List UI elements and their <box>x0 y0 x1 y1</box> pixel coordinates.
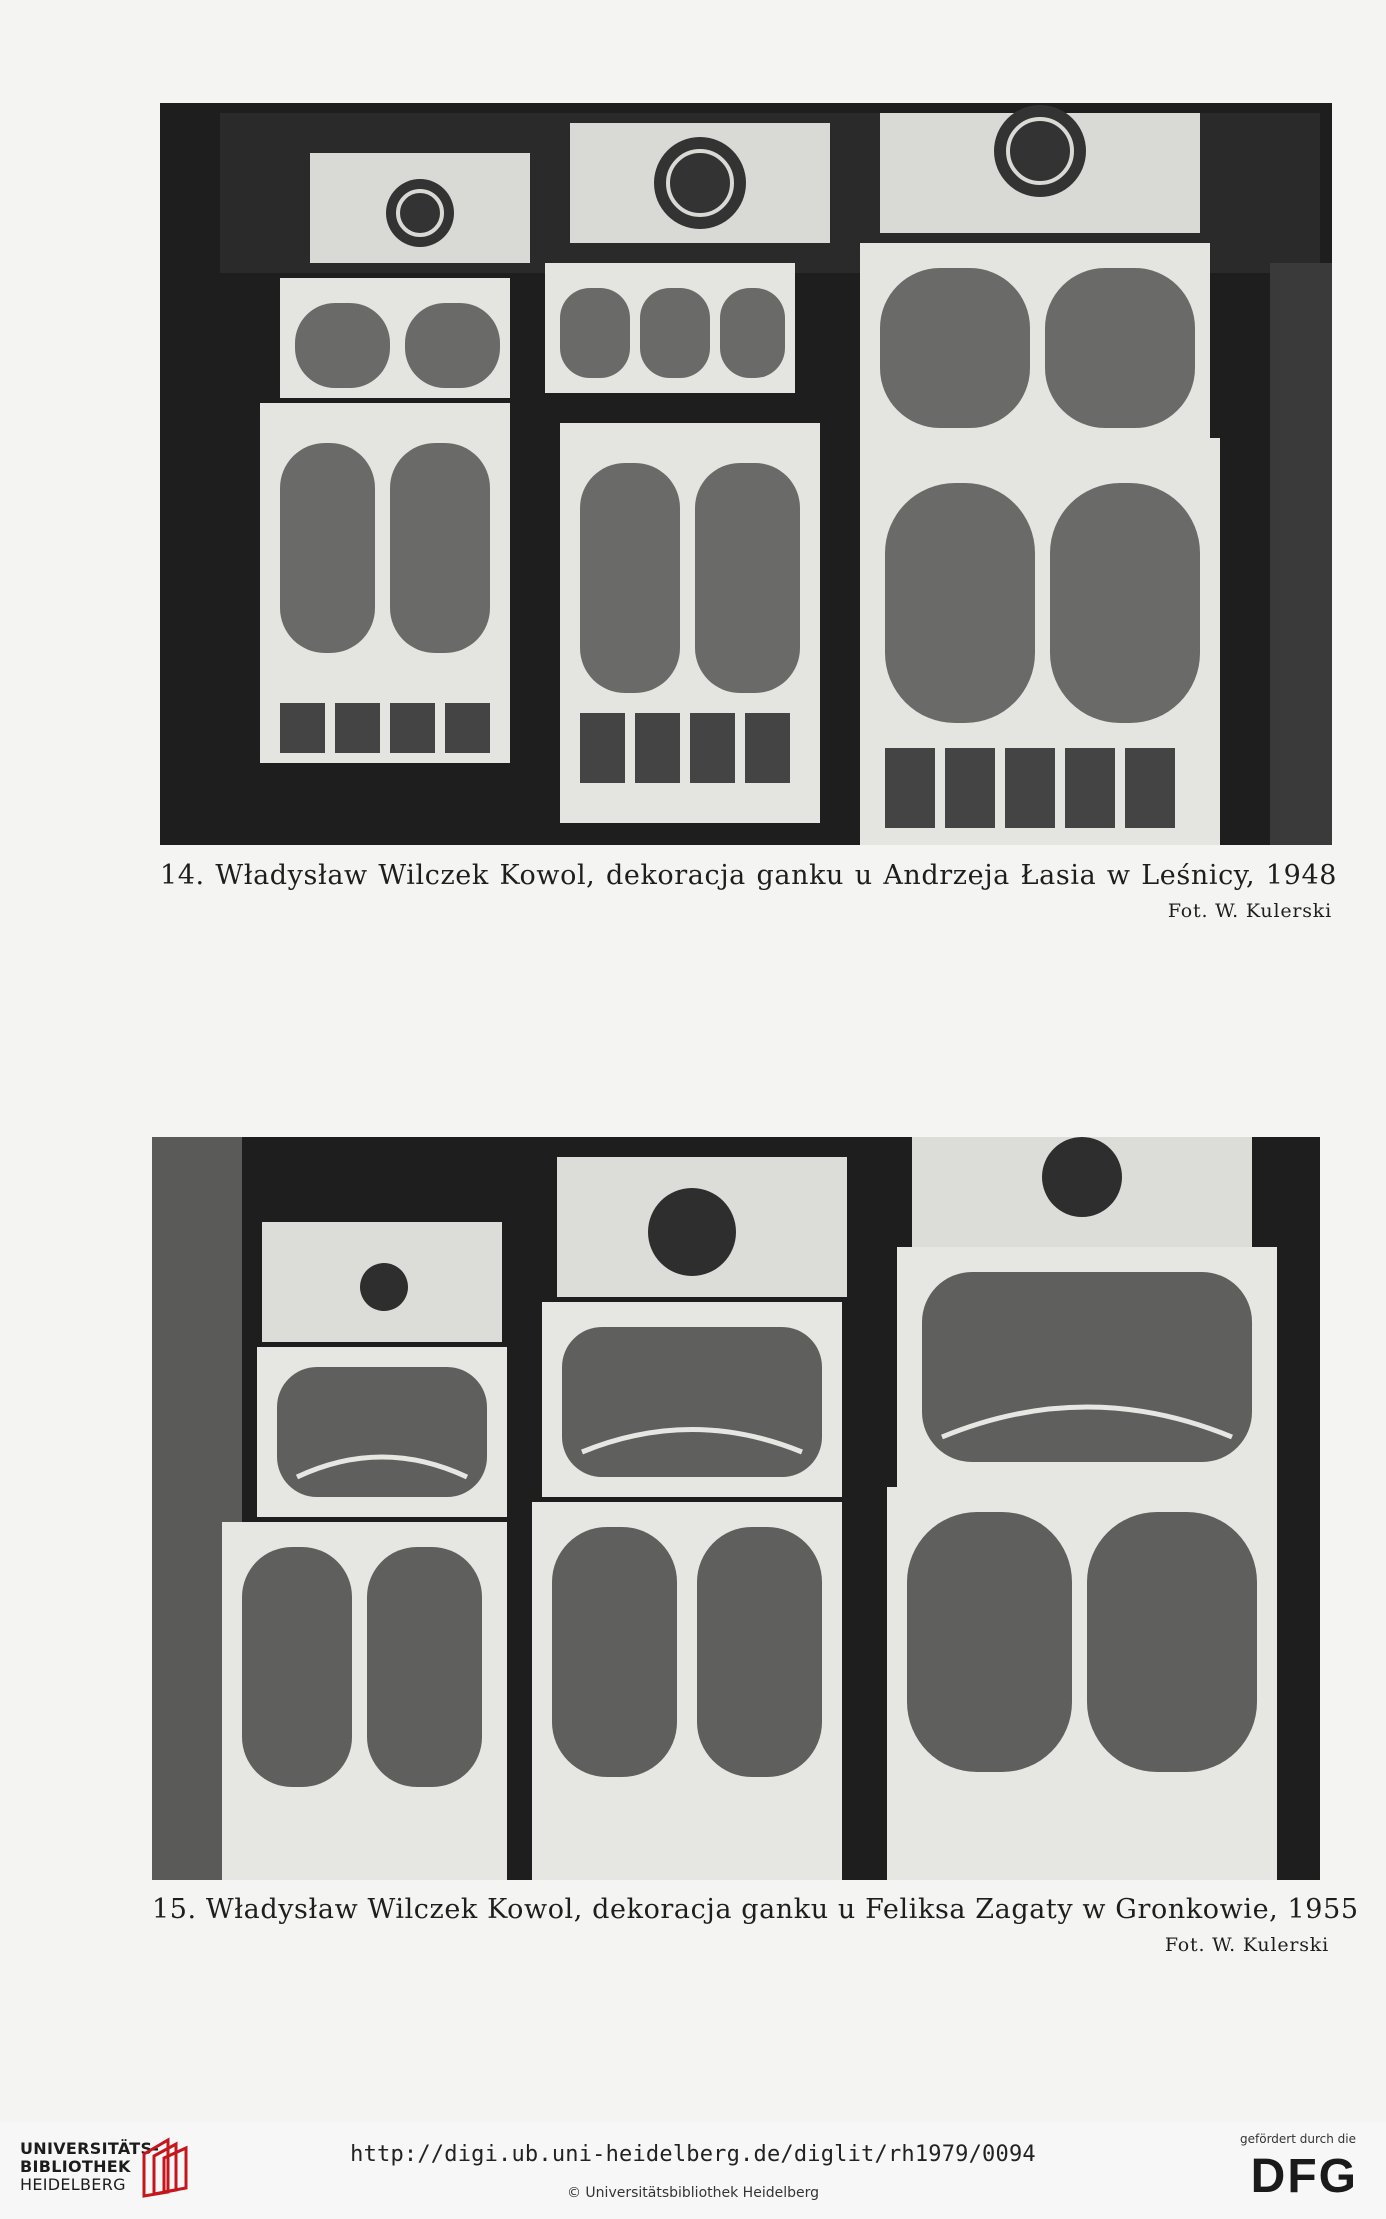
dfg-logo: DFG <box>1250 2150 1358 2203</box>
figure-15-credit: Fot. W. Kulerski <box>1164 1934 1329 1956</box>
library-line-3: HEIDELBERG <box>20 2175 126 2194</box>
photo-porch-gronkow <box>152 1137 1320 1880</box>
figure-14-caption: 14. Władysław Wilczek Kowol, dekoracja ganku u Andrzeja Łasia w Leśnicy, 1948 <box>160 860 1337 891</box>
figure-15-caption: 15. Władysław Wilczek Kowol, dekoracja ganku u Feliksa Zagaty w Gronkowie, 1955 <box>152 1894 1359 1925</box>
library-line-1: UNIVERSITÄTS- <box>20 2139 160 2158</box>
permalink-url[interactable]: http://digi.ub.uni-heidelberg.de/diglit/rh1979/0094 <box>350 2142 1036 2167</box>
library-line-2: BIBLIOTHEK <box>20 2157 131 2176</box>
copyright-notice: © Universitätsbibliothek Heidelberg <box>566 2185 819 2201</box>
footer-bar <box>0 2122 1386 2219</box>
funding-label: gefördert durch die <box>1240 2132 1356 2146</box>
photo-porch-lesnica <box>160 103 1332 845</box>
figure-14-credit: Fot. W. Kulerski <box>1167 900 1332 922</box>
